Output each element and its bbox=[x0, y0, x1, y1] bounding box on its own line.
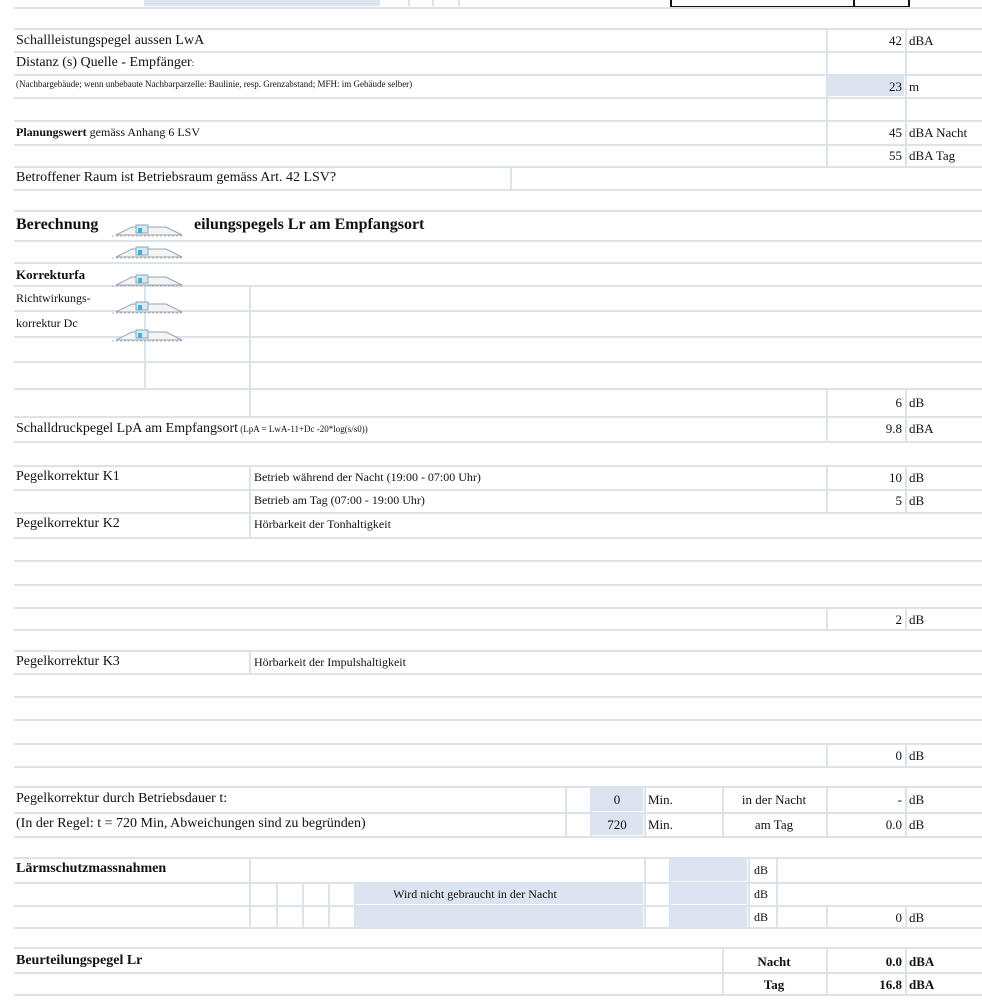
noise-unit-2: dB bbox=[754, 887, 769, 901]
house-stack-icon[interactable] bbox=[108, 221, 186, 239]
lpa-label: Schalldruckpegel LpA am Empfangsort (LpA = LwA-11+Dc -20*log(s/s0)) bbox=[16, 421, 368, 436]
k3-desc: Hörbarkeit der Impulshaltigkeit bbox=[254, 655, 406, 669]
dc-value: 6 bbox=[895, 395, 902, 410]
duration-day-value: 0.0 bbox=[885, 817, 902, 832]
result-day-unit: dBA bbox=[909, 977, 935, 992]
noise-protection-label: Lärmschutzmassnahmen bbox=[16, 861, 167, 876]
planning-label: Planungswert gemäss Anhang 6 LSV bbox=[16, 125, 200, 139]
k1-day-unit: dB bbox=[909, 493, 925, 508]
grid-vline bbox=[458, 0, 460, 6]
result-night-value: 0.0 bbox=[885, 954, 902, 969]
lpa-unit: dBA bbox=[909, 421, 934, 436]
house-stack-icon[interactable] bbox=[108, 326, 186, 344]
planning-night-unit: dBA Nacht bbox=[909, 125, 968, 140]
k3-label: Pegelkorrektur K3 bbox=[16, 654, 120, 669]
planning-day-unit: dBA Tag bbox=[909, 148, 956, 163]
distance-unit: m bbox=[909, 79, 920, 94]
planning-day-value: 55 bbox=[889, 148, 902, 163]
distance-label: Distanz (s) Quelle - Empfänger: bbox=[16, 55, 195, 70]
duration-night-value: - bbox=[897, 792, 902, 807]
night-label: in der Nacht bbox=[741, 792, 807, 807]
day-minutes-value[interactable]: 720 bbox=[607, 817, 627, 832]
header-input-field[interactable] bbox=[144, 0, 380, 6]
k1-night-unit: dB bbox=[909, 470, 925, 485]
lwa-value: 42 bbox=[889, 33, 902, 48]
result-day-value: 16.8 bbox=[879, 977, 902, 992]
k1-day-desc: Betrieb am Tag (07:00 - 19:00 Uhr) bbox=[254, 493, 425, 507]
noise-protection-value-input-2[interactable] bbox=[670, 883, 747, 904]
grid-vline bbox=[853, 0, 855, 6]
duration-note: (In der Regel: t = 720 Min, Abweichungen sind zu begründen) bbox=[16, 816, 366, 831]
house-stack-icon[interactable] bbox=[108, 243, 186, 261]
noise-total-unit: dB bbox=[909, 910, 925, 925]
k2-value: 2 bbox=[895, 612, 902, 627]
distance-note: (Nachbargebäude; wenn unbebaute Nachbarparzelle: Baulinie, resp. Grenzabstand; MFH: im Gebäude selber) bbox=[16, 79, 413, 89]
grid-vline bbox=[408, 0, 410, 6]
night-minutes-value[interactable]: 0 bbox=[613, 792, 621, 807]
dc-label-line2: korrektur Dc bbox=[16, 316, 78, 330]
result-night-label: Nacht bbox=[757, 954, 791, 969]
noise-unit-3: dB bbox=[754, 910, 769, 924]
noise-protection-value-input-1[interactable] bbox=[670, 858, 747, 881]
k1-night-value: 10 bbox=[889, 470, 902, 485]
k2-unit: dB bbox=[909, 612, 925, 627]
house-stack-icon[interactable] bbox=[108, 271, 186, 289]
day-label: am Tag bbox=[754, 817, 794, 832]
k2-label: Pegelkorrektur K2 bbox=[16, 516, 120, 531]
betriebsraum-question: Betroffener Raum ist Betriebsraum gemäss Art. 42 LSV? bbox=[16, 170, 337, 185]
calc-title-part2: eilungspegels Lr am Empfangsort bbox=[194, 216, 425, 233]
duration-label: Pegelkorrektur durch Betriebsdauer t: bbox=[16, 791, 228, 806]
dc-label-line1: Richtwirkungs- bbox=[16, 291, 91, 305]
k1-label: Pegelkorrektur K1 bbox=[16, 469, 120, 484]
k1-day-value: 5 bbox=[895, 493, 902, 508]
night-min-unit: Min. bbox=[648, 792, 673, 807]
noise-total-value: 0 bbox=[895, 910, 902, 925]
duration-night-unit: dB bbox=[909, 792, 925, 807]
k3-unit: dB bbox=[909, 748, 925, 763]
noise-unit-1: dB bbox=[754, 863, 769, 877]
noise-protection-select-2[interactable] bbox=[355, 906, 643, 927]
house-stack-icon[interactable] bbox=[108, 298, 186, 316]
dc-unit: dB bbox=[909, 395, 925, 410]
lpa-value: 9.8 bbox=[885, 421, 902, 436]
noise-protection-selected[interactable]: Wird nicht gebraucht in der Nacht bbox=[393, 887, 557, 901]
k3-value: 0 bbox=[895, 748, 902, 763]
planning-night-value: 45 bbox=[889, 125, 902, 140]
result-label: Beurteilungspegel Lr bbox=[16, 953, 143, 968]
noise-protection-value-input-3[interactable] bbox=[670, 906, 747, 927]
grid-vline bbox=[432, 0, 434, 6]
day-min-unit: Min. bbox=[648, 817, 673, 832]
correction-heading: Korrekturfa bbox=[16, 267, 86, 282]
lwa-unit: dBA bbox=[909, 33, 934, 48]
result-night-unit: dBA bbox=[909, 954, 935, 969]
distance-value[interactable]: 23 bbox=[889, 79, 902, 94]
duration-day-unit: dB bbox=[909, 817, 925, 832]
lwa-label: Schallleistungspegel aussen LwA bbox=[16, 33, 205, 48]
k2-desc: Hörbarkeit der Tonhaltigkeit bbox=[254, 517, 391, 531]
k1-night-desc: Betrieb während der Nacht (19:00 - 07:00 Uhr) bbox=[254, 470, 481, 484]
calc-title-part1: Berechnung bbox=[16, 216, 99, 233]
result-day-label: Tag bbox=[763, 977, 785, 992]
